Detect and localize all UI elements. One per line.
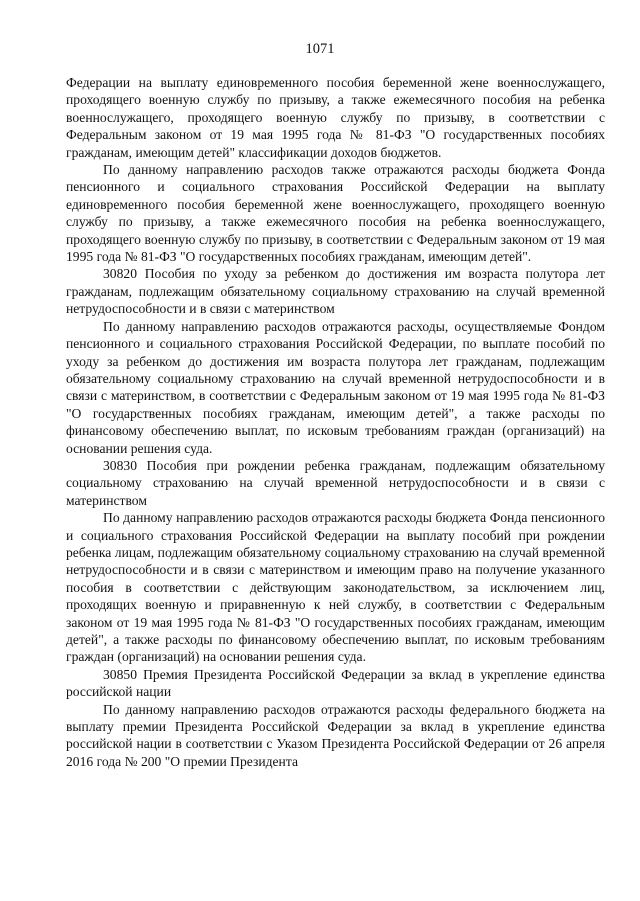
- body-text: [66, 74, 605, 770]
- section-description-30850: По данному направлению расходов отражаются расходы федерального бюджета на выплату премии Президента Российской Федерации за вклад в укрепление единства российской нации в соответствии с Указом Президента Российской Федерации от 26 апреля 2016 года № 200 "О премии Президента: [66, 701, 605, 769]
- section-heading-30830: 30830 Пособия при рождении ребенка гражданам, подлежащим обязательному социальному страхованию на случай временной нетрудоспособности и в связи с материнством: [66, 457, 605, 508]
- paragraph-continuation: Федерации на выплату единовременного пособия беременной жене военнослужащего, проходящего военную службу по призыву, а также ежемесячного пособия на ребенка военнослужащего, проходящего военную службу по призыву, в соответствии с Федеральным законом от 19 мая 1995 года № 81-ФЗ "О государственных пособиях гражданам, имеющим детей" классификации доходов бюджетов.: [66, 75, 605, 160]
- section-heading-30850: 30850 Премия Президента Российской Федерации за вклад в укрепление единства российской нации: [66, 666, 605, 700]
- page-number: 1071: [305, 41, 335, 57]
- section-description-30820: По данному направлению расходов отражаются расходы, осуществляемые Фондом пенсионного и социального страхования Российской Федерации, по выплате пособий по уходу за ребенком до достижения им возраста полутора лет гражданам, подлежащим обязательному социальному страхованию на случай временной нетрудоспособности и в связи с материнством, в соответствии с Федеральным законом от 19 мая 1995 года № 81-ФЗ "О государственных пособиях гражданам, имеющим детей", а также расходы по финансовому обеспечению выплат, по исковым требованиям граждан (организаций) на основании решения суда.: [66, 318, 605, 456]
- paragraph-fss-military-benefits: По данному направлению расходов также отражаются расходы бюджета Фонда пенсионного и социального страхования Российской Федерации на выплату единовременного пособия беременной жене военнослужащего, проходящего военную службу по призыву, а также ежемесячного пособия на ребенка военнослужащего, проходящего военную службу по призыву, в соответствии с Федеральным законом от 19 мая 1995 года № 81-ФЗ "О государственных пособиях гражданам, имеющим детей".: [66, 162, 605, 265]
- section-description-30830: По данному направлению расходов отражаются расходы бюджета Фонда пенсионного и социального страхования Российской Федерации на выплату пособий при рождении ребенка лицам, подлежащим обязательному социальному страхованию на случай временной нетрудоспособности и в связи с материнством и имеющим право на получение указанного пособия в соответствии с действующим законодательством, за исключением лиц, проходящих военную и приравненную к ней службу, в соответствии с Федеральным законом от 19 мая 1995 года № 81-ФЗ "О государственных пособиях гражданам, имеющим детей", а также расходы по финансовому обеспечению выплат, по исковым требованиям граждан (организаций) на основании решения суда.: [66, 510, 605, 665]
- section-heading-30820: 30820 Пособия по уходу за ребенком до достижения им возраста полутора лет гражданам, подлежащим обязательному социальному страхованию на случай временной нетрудоспособности и в связи с материнством: [66, 266, 605, 317]
